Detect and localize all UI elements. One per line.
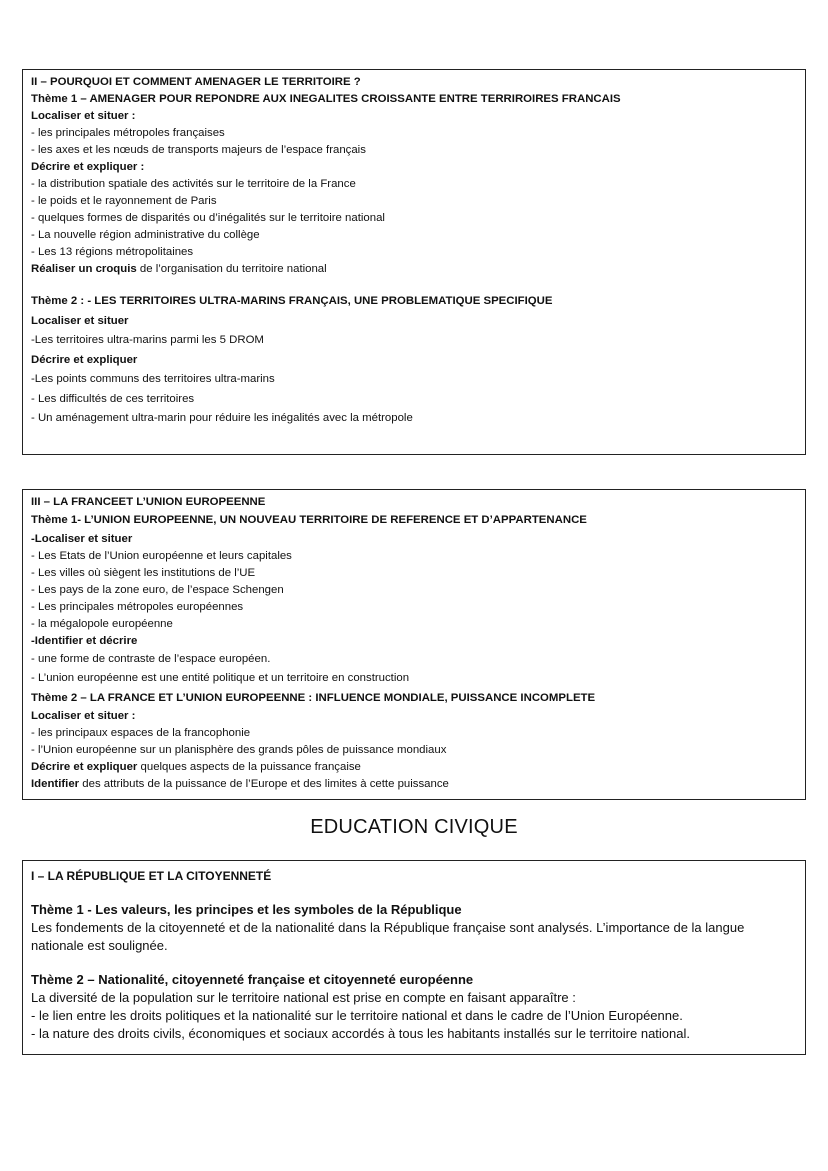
list-item: - les principales métropoles françaises [31, 127, 225, 139]
list-item: - La nouvelle région administrative du collège [31, 229, 260, 241]
list-item: - Les villes où siègent les institutions de l’UE [31, 566, 256, 579]
subsection-label: -Localiser et situer [31, 532, 133, 545]
decrire-bold: Décrire et expliquer [31, 761, 138, 773]
section-heading: I – LA RÉPUBLIQUE ET LA CITOYENNETÉ [31, 869, 272, 883]
section-republique-citoyennete [22, 860, 806, 1055]
subsection-label: Localiser et situer : [31, 110, 136, 122]
list-item: - la nature des droits civils, économiques et sociaux accordés à tous les habitants installés sur le territoire national. [31, 1026, 690, 1041]
decrire-rest: quelques aspects de la puissance française [137, 761, 361, 773]
list-item: - la mégalopole européenne [31, 617, 173, 630]
list-item: -Les territoires ultra-marins parmi les 5 DROM [31, 334, 264, 346]
decrire-line [31, 759, 797, 776]
paragraph-line: La diversité de la population sur le territoire national est prise en compte en faisant apparaître : [31, 990, 576, 1005]
section-france-union-europeenne [22, 489, 806, 800]
subsection-label: Localiser et situer [31, 314, 129, 327]
theme-title: Thème 1 - Les valeurs, les principes et les symboles de la République [31, 902, 462, 917]
list-item: - Les pays de la zone euro, de l’espace Schengen [31, 583, 284, 596]
section-heading: II – POURQUOI ET COMMENT AMENAGER LE TERRITOIRE ? [31, 76, 361, 88]
list-item: - la distribution spatiale des activités sur le territoire de la France [31, 178, 356, 190]
section-heading: III – LA FRANCEET L’UNION EUROPEENNE [31, 496, 266, 508]
section-amenager-territoire [22, 69, 806, 455]
subsection-label: Décrire et expliquer : [31, 161, 145, 173]
list-item: - L’union européenne est une entité politique et un territoire en construction [31, 672, 410, 684]
paragraph-line: Les fondements de la citoyenneté et de la nationalité dans la République française sont analysés. L’importance de la langue [31, 920, 745, 935]
list-item: - Les 13 régions métropolitaines [31, 246, 194, 258]
list-item: - les principaux espaces de la francophonie [31, 727, 251, 739]
croquis-rest: de l’organisation du territoire national [136, 263, 327, 275]
page-title: EDUCATION CIVIQUE [310, 816, 518, 838]
list-item: -Les points communs des territoires ultra-marins [31, 373, 275, 385]
subsection-label: -Identifier et décrire [31, 634, 138, 647]
identifier-rest: des attributs de la puissance de l’Europe et des limites à cette puissance [79, 778, 449, 790]
paragraph-line: nationale est soulignée. [31, 938, 168, 953]
identifier-bold: Identifier [31, 778, 80, 790]
list-item: - les axes et les nœuds de transports majeurs de l’espace français [31, 144, 366, 156]
identifier-line [31, 776, 797, 793]
theme-title: Thème 2 – Nationalité, citoyenneté française et citoyenneté européenne [31, 972, 474, 987]
subsection-label: Décrire et expliquer [31, 353, 138, 366]
theme-title: Thème 1- L’UNION EUROPEENNE, UN NOUVEAU TERRITOIRE DE REFERENCE ET D’APPARTENANCE [31, 514, 587, 526]
theme-title: Thème 1 – AMENAGER POUR REPONDRE AUX INEGALITES CROISSANTE ENTRE TERRIROIRES FRANCAIS [31, 93, 621, 105]
list-item: - Les Etats de l’Union européenne et leurs capitales [31, 549, 292, 562]
list-item: - Un aménagement ultra-marin pour réduire les inégalités avec la métropole [31, 412, 413, 424]
croquis-line [31, 261, 797, 278]
croquis-bold: Réaliser un croquis [31, 263, 137, 275]
list-item: - une forme de contraste de l’espace européen. [31, 652, 271, 665]
list-item: - le lien entre les droits politiques et la nationalité sur le territoire national et dans le cadre de l’Union Européenne. [31, 1008, 683, 1023]
list-item: - le poids et le rayonnement de Paris [31, 195, 217, 207]
list-item: - l’Union européenne sur un planisphère des grands pôles de puissance mondiaux [31, 744, 447, 756]
list-item: - quelques formes de disparités ou d’inégalités sur le territoire national [31, 212, 385, 224]
theme-title: Thème 2 : - LES TERRITOIRES ULTRA-MARINS FRANÇAIS, UNE PROBLEMATIQUE SPECIFIQUE [31, 295, 553, 307]
theme-title: Thème 2 – LA FRANCE ET L’UNION EUROPEENNE : INFLUENCE MONDIALE, PUISSANCE INCOMPLETE [31, 691, 596, 704]
list-item: - Les difficultés de ces territoires [31, 392, 195, 405]
list-item: - Les principales métropoles européennes [31, 600, 244, 613]
subsection-label: Localiser et situer : [31, 710, 136, 722]
